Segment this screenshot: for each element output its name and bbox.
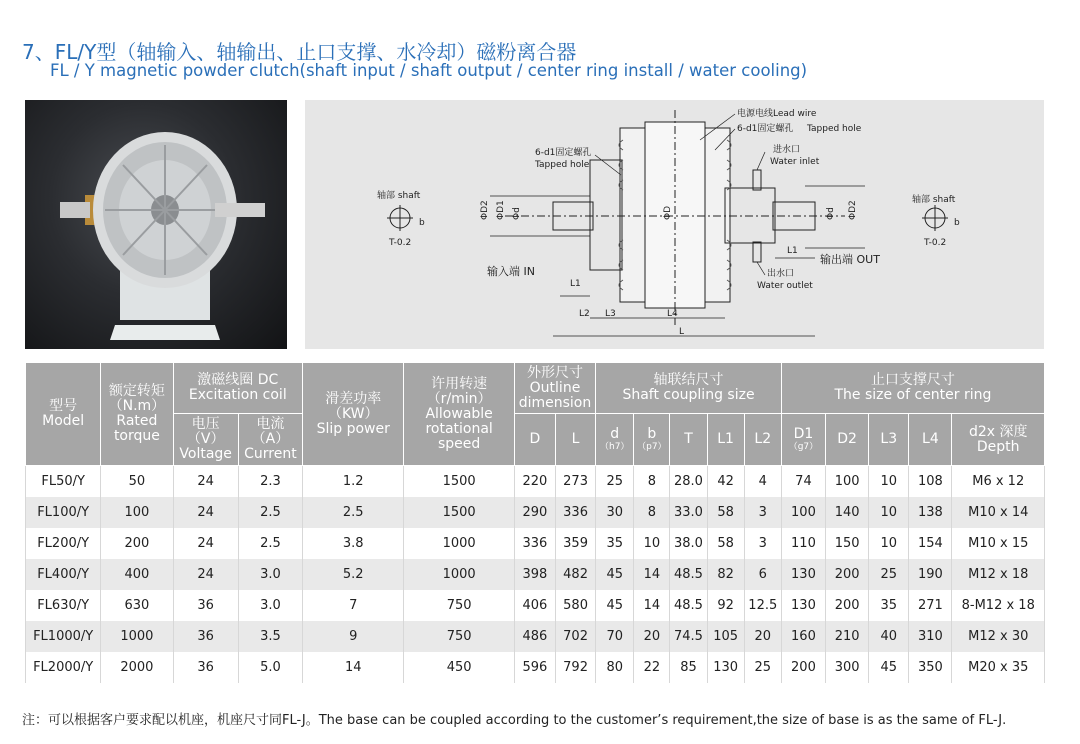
table-cell: 28.0 bbox=[670, 466, 707, 497]
table-cell: 4 bbox=[744, 466, 781, 497]
table-cell: 24 bbox=[173, 497, 238, 528]
table-cell: FL630/Y bbox=[26, 590, 101, 621]
tapped-hole-left-en: Tapped hole bbox=[535, 160, 590, 170]
header-d: d （h7） bbox=[596, 414, 634, 466]
table-row bbox=[26, 621, 1045, 652]
table-cell: 38.0 bbox=[670, 528, 707, 559]
header-L3: L3 bbox=[869, 414, 909, 466]
table-row bbox=[26, 559, 1045, 590]
table-cell: 45 bbox=[596, 590, 634, 621]
table-cell: 110 bbox=[781, 528, 825, 559]
table-cell: 190 bbox=[909, 559, 952, 590]
table-cell: 100 bbox=[826, 466, 869, 497]
table-cell: FL100/Y bbox=[26, 497, 101, 528]
table-cell: 3 bbox=[744, 497, 781, 528]
spec-table bbox=[25, 362, 1045, 683]
table-cell: 10 bbox=[869, 528, 909, 559]
table-cell: 750 bbox=[404, 621, 514, 652]
table-cell: 450 bbox=[404, 652, 514, 683]
table-cell: 58 bbox=[707, 497, 744, 528]
table-cell: 14 bbox=[303, 652, 404, 683]
output-end-label: 输出端 OUT bbox=[820, 253, 880, 266]
table-cell: 22 bbox=[634, 652, 670, 683]
header-L4: L4 bbox=[909, 414, 952, 466]
water-outlet-en: Water outlet bbox=[757, 281, 813, 291]
table-cell: 33.0 bbox=[670, 497, 707, 528]
table-cell: 40 bbox=[869, 621, 909, 652]
table-cell: 138 bbox=[909, 497, 952, 528]
dim-T-left: T-0.2 bbox=[389, 238, 412, 248]
table-cell: 200 bbox=[781, 652, 825, 683]
table-cell: 1500 bbox=[404, 466, 514, 497]
table-cell: 10 bbox=[634, 528, 670, 559]
table-cell: 220 bbox=[514, 466, 555, 497]
table-row bbox=[26, 652, 1045, 683]
header-shaft-coupling: 轴联结尺寸 Shaft coupling size bbox=[596, 363, 782, 414]
table-cell: 14 bbox=[634, 590, 670, 621]
table-cell: 48.5 bbox=[670, 559, 707, 590]
table-cell: 25 bbox=[869, 559, 909, 590]
header-current: 电流 （A） Current bbox=[238, 414, 302, 466]
header-slip-power: 滑差功率 （KW） Slip power bbox=[303, 363, 404, 466]
table-cell: 160 bbox=[781, 621, 825, 652]
table-cell: 6 bbox=[744, 559, 781, 590]
table-cell: 359 bbox=[556, 528, 596, 559]
table-cell: M6 x 12 bbox=[952, 466, 1045, 497]
table-cell: 8-M12 x 18 bbox=[952, 590, 1045, 621]
table-cell: 24 bbox=[173, 528, 238, 559]
table-cell: M20 x 35 bbox=[952, 652, 1045, 683]
table-cell: 24 bbox=[173, 466, 238, 497]
table-cell: 70 bbox=[596, 621, 634, 652]
table-cell: 10 bbox=[869, 497, 909, 528]
tapped-hole-right-cn: 6-d1固定螺孔 bbox=[737, 124, 794, 134]
dim-d2-left: ΦD2 bbox=[480, 200, 490, 220]
table-cell: 35 bbox=[596, 528, 634, 559]
product-photo bbox=[25, 100, 287, 349]
table-cell: 24 bbox=[173, 559, 238, 590]
table-cell: 130 bbox=[707, 652, 744, 683]
spec-table-body bbox=[26, 466, 1045, 683]
table-cell: FL400/Y bbox=[26, 559, 101, 590]
dim-L: L bbox=[679, 327, 685, 337]
table-cell: 35 bbox=[869, 590, 909, 621]
table-cell: 406 bbox=[514, 590, 555, 621]
table-row bbox=[26, 590, 1045, 621]
shaft-right-label: 轴部 shaft bbox=[912, 195, 956, 205]
table-cell: 20 bbox=[744, 621, 781, 652]
technical-drawing bbox=[305, 100, 1044, 349]
dim-d1-left: ΦD1 bbox=[496, 200, 506, 220]
header-D: D bbox=[514, 414, 555, 466]
dim-L1-right: L1 bbox=[787, 246, 798, 256]
footnote: 注：可以根据客户要求配以机座，机座尺寸同FL-J。The base can be coupled according to the customer’s requirement,the size of base is as the same of FL-J. bbox=[22, 713, 1007, 728]
table-cell: FL1000/Y bbox=[26, 621, 101, 652]
table-cell: 2000 bbox=[101, 652, 173, 683]
table-cell: 200 bbox=[826, 590, 869, 621]
table-cell: 2.3 bbox=[238, 466, 302, 497]
table-cell: 310 bbox=[909, 621, 952, 652]
table-cell: 92 bbox=[707, 590, 744, 621]
header-D2: D2 bbox=[826, 414, 869, 466]
table-cell: 85 bbox=[670, 652, 707, 683]
dim-d-left: Φd bbox=[512, 207, 522, 220]
header-rated-torque: 额定转矩 （N.m） Rated torque bbox=[101, 363, 173, 466]
table-cell: 750 bbox=[404, 590, 514, 621]
table-cell: 271 bbox=[909, 590, 952, 621]
header-D1: D1 （g7） bbox=[781, 414, 825, 466]
table-cell: 1500 bbox=[404, 497, 514, 528]
table-cell: 200 bbox=[826, 559, 869, 590]
header-L: L bbox=[556, 414, 596, 466]
table-cell: 350 bbox=[909, 652, 952, 683]
table-cell: 1.2 bbox=[303, 466, 404, 497]
dim-D: ΦD bbox=[663, 205, 673, 220]
table-row bbox=[26, 528, 1045, 559]
table-cell: 210 bbox=[826, 621, 869, 652]
table-cell: M12 x 18 bbox=[952, 559, 1045, 590]
table-cell: 140 bbox=[826, 497, 869, 528]
table-cell: 792 bbox=[556, 652, 596, 683]
shaft-left-label: 轴部 shaft bbox=[377, 191, 421, 201]
header-model: 型号 Model bbox=[26, 363, 101, 466]
table-cell: M12 x 30 bbox=[952, 621, 1045, 652]
dim-d-right: Φd bbox=[826, 207, 836, 220]
table-cell: 80 bbox=[596, 652, 634, 683]
lead-wire-label: 电源电线Lead wire bbox=[737, 109, 817, 119]
header-allowable-speed: 许用转速 （r/min） Allowable rotational speed bbox=[404, 363, 514, 466]
dim-T-right: T-0.2 bbox=[924, 238, 947, 248]
header-L1: L1 bbox=[707, 414, 744, 466]
table-cell: 100 bbox=[781, 497, 825, 528]
table-cell: 42 bbox=[707, 466, 744, 497]
dim-d2-right: ΦD2 bbox=[848, 200, 858, 220]
dim-L4: L4 bbox=[667, 309, 678, 319]
table-cell: 2.5 bbox=[238, 528, 302, 559]
table-cell: 8 bbox=[634, 466, 670, 497]
table-cell: FL200/Y bbox=[26, 528, 101, 559]
table-cell: 14 bbox=[634, 559, 670, 590]
table-cell: 630 bbox=[101, 590, 173, 621]
tapped-hole-right-en: Tapped hole bbox=[807, 124, 862, 134]
table-cell: 1000 bbox=[404, 528, 514, 559]
dim-L3: L3 bbox=[605, 309, 616, 319]
table-cell: 482 bbox=[556, 559, 596, 590]
table-cell: 5.2 bbox=[303, 559, 404, 590]
table-cell: 130 bbox=[781, 559, 825, 590]
water-inlet-en: Water inlet bbox=[770, 157, 820, 167]
table-cell: 82 bbox=[707, 559, 744, 590]
table-cell: 48.5 bbox=[670, 590, 707, 621]
table-cell: 3.0 bbox=[238, 559, 302, 590]
page-title-cn: 7、FL/Y型（轴输入、轴输出、止口支撑、水冷却）磁粉离合器 bbox=[22, 40, 577, 64]
table-cell: 105 bbox=[707, 621, 744, 652]
table-cell: 20 bbox=[634, 621, 670, 652]
header-voltage: 电压 （V） Voltage bbox=[173, 414, 238, 466]
table-cell: FL50/Y bbox=[26, 466, 101, 497]
table-cell: 36 bbox=[173, 590, 238, 621]
table-cell: 36 bbox=[173, 652, 238, 683]
table-cell: 45 bbox=[596, 559, 634, 590]
table-cell: 74 bbox=[781, 466, 825, 497]
table-cell: 25 bbox=[744, 652, 781, 683]
table-cell: FL2000/Y bbox=[26, 652, 101, 683]
clutch-photo-illustration bbox=[25, 100, 287, 349]
table-cell: 25 bbox=[596, 466, 634, 497]
table-cell: 30 bbox=[596, 497, 634, 528]
table-cell: 9 bbox=[303, 621, 404, 652]
input-end-label: 输入端 IN bbox=[487, 265, 535, 278]
table-cell: M10 x 15 bbox=[952, 528, 1045, 559]
table-cell: 273 bbox=[556, 466, 596, 497]
table-cell: 200 bbox=[101, 528, 173, 559]
table-cell: 398 bbox=[514, 559, 555, 590]
dim-b-right: b bbox=[954, 218, 960, 228]
table-cell: 108 bbox=[909, 466, 952, 497]
header-T: T bbox=[670, 414, 707, 466]
table-cell: 3.8 bbox=[303, 528, 404, 559]
table-cell: 1000 bbox=[404, 559, 514, 590]
header-L2: L2 bbox=[744, 414, 781, 466]
table-cell: 336 bbox=[514, 528, 555, 559]
header-b: b （p7） bbox=[634, 414, 670, 466]
table-cell: 3 bbox=[744, 528, 781, 559]
dim-b-left: b bbox=[419, 218, 425, 228]
table-cell: 7 bbox=[303, 590, 404, 621]
table-row bbox=[26, 497, 1045, 528]
dim-L1-left: L1 bbox=[570, 279, 581, 289]
table-cell: 10 bbox=[869, 466, 909, 497]
table-cell: 596 bbox=[514, 652, 555, 683]
table-cell: 400 bbox=[101, 559, 173, 590]
header-center-ring: 止口支撑尺寸 The size of center ring bbox=[781, 363, 1044, 414]
table-cell: 3.5 bbox=[238, 621, 302, 652]
table-cell: 486 bbox=[514, 621, 555, 652]
table-cell: 580 bbox=[556, 590, 596, 621]
table-cell: 1000 bbox=[101, 621, 173, 652]
table-cell: 74.5 bbox=[670, 621, 707, 652]
page-title-en: FL / Y magnetic powder clutch(shaft input / shaft output / center ring install / water cooling) bbox=[50, 61, 808, 80]
table-cell: 150 bbox=[826, 528, 869, 559]
table-cell: 2.5 bbox=[238, 497, 302, 528]
table-cell: 50 bbox=[101, 466, 173, 497]
table-cell: 300 bbox=[826, 652, 869, 683]
table-cell: 336 bbox=[556, 497, 596, 528]
table-cell: 36 bbox=[173, 621, 238, 652]
table-cell: 12.5 bbox=[744, 590, 781, 621]
table-cell: 154 bbox=[909, 528, 952, 559]
table-cell: 130 bbox=[781, 590, 825, 621]
table-cell: 58 bbox=[707, 528, 744, 559]
dim-L2: L2 bbox=[579, 309, 590, 319]
header-depth: d2x 深度 Depth bbox=[952, 414, 1045, 466]
table-cell: 290 bbox=[514, 497, 555, 528]
table-cell: M10 x 14 bbox=[952, 497, 1045, 528]
water-outlet-cn: 出水口 bbox=[767, 269, 795, 279]
table-cell: 702 bbox=[556, 621, 596, 652]
header-excitation-coil: 激磁线圈 DC Excitation coil bbox=[173, 363, 303, 414]
tapped-hole-left-cn: 6-d1固定螺孔 bbox=[535, 148, 592, 158]
table-cell: 3.0 bbox=[238, 590, 302, 621]
table-cell: 100 bbox=[101, 497, 173, 528]
table-cell: 5.0 bbox=[238, 652, 302, 683]
table-cell: 8 bbox=[634, 497, 670, 528]
water-inlet-cn: 进水口 bbox=[773, 145, 801, 155]
table-row bbox=[26, 466, 1045, 497]
table-cell: 2.5 bbox=[303, 497, 404, 528]
header-outline-dimension: 外形尺寸 Outline dimension bbox=[514, 363, 595, 414]
table-cell: 45 bbox=[869, 652, 909, 683]
